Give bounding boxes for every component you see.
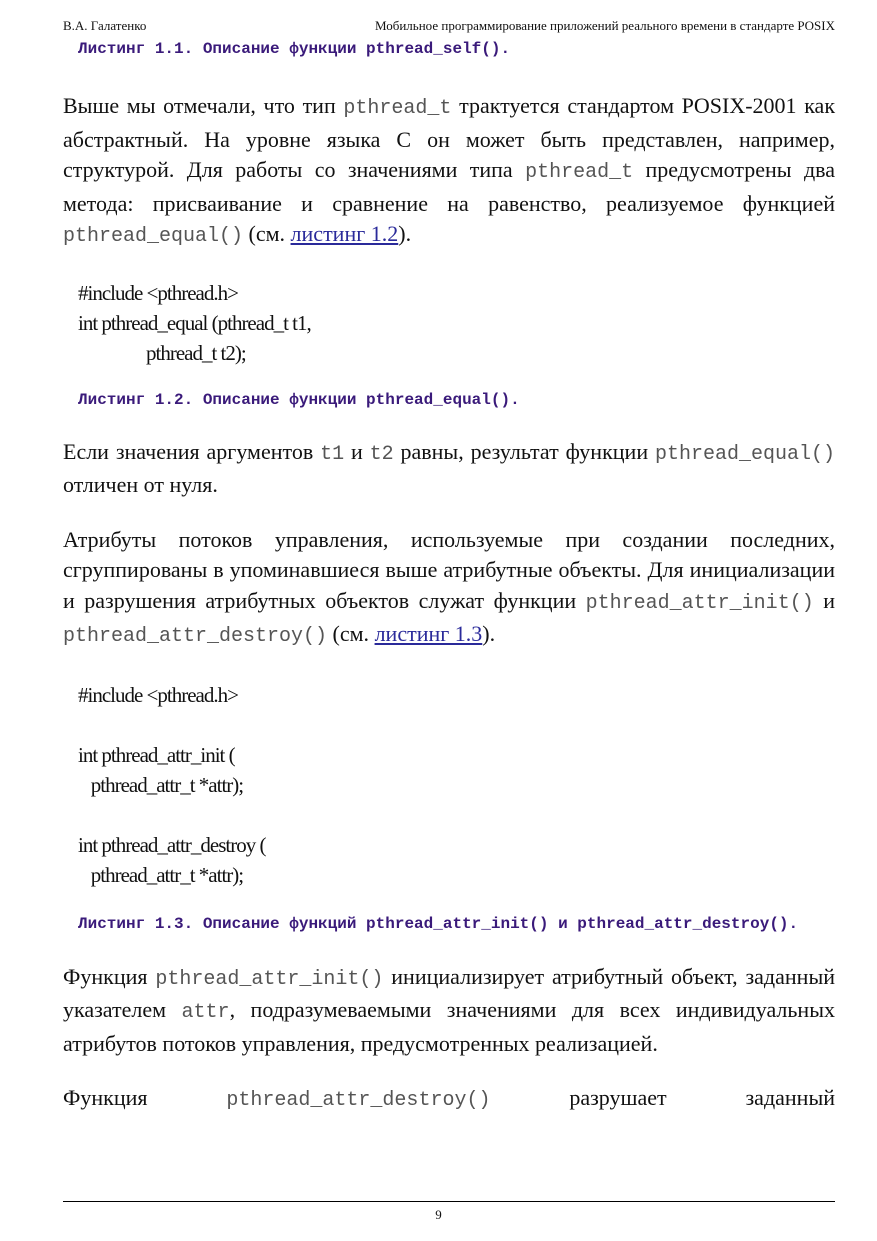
inline-code: pthread_t: [525, 161, 634, 184]
inline-code: pthread_attr_init(): [585, 591, 814, 615]
code-line: [78, 710, 835, 740]
text: и: [344, 438, 370, 464]
page-header: [63, 16, 835, 36]
code-line: int pthread_attr_destroy (: [78, 832, 266, 857]
listing-caption-1-2: Листинг 1.2. Описание функции pthread_equal().: [78, 390, 520, 409]
text: (см.: [327, 621, 375, 646]
text: и: [813, 587, 835, 613]
footer-divider: [63, 1201, 835, 1202]
text: трактуется стандартом POSIX-2001 как абстрактный. На уровне языка C он может быть представлен, например, структурой. Для работы со значениями типа: [63, 93, 836, 182]
text: Атрибуты потоков управления, используемые при создании последних, сгруппированы в упоминавшиеся выше атрибутные объекты. Для инициализации и разрушения атрибутных объектов служат функции: [63, 526, 835, 613]
text: Если значения аргументов: [63, 438, 321, 464]
text: (см.: [243, 221, 291, 246]
code-line: pthread_t t2);: [78, 340, 246, 365]
code-listing-1-3: [78, 680, 835, 890]
code-line: int pthread_attr_init (: [78, 742, 235, 767]
inline-code: pthread_attr_init(): [155, 967, 384, 991]
text: предусмотрены два метода: присваивание и сравнение на равенство, реализуемое функцией: [63, 157, 835, 216]
paragraph-thread-attributes: [63, 525, 835, 653]
listing-caption-1-3: Листинг 1.3. Описание функций pthread_attr_init() и pthread_attr_destroy().: [78, 914, 799, 933]
code-listing-1-2: [78, 278, 835, 368]
paragraph-pthread-t: [63, 91, 835, 253]
code-line: #include <pthread.h>: [78, 280, 238, 305]
code-line: pthread_attr_t *attr);: [78, 772, 244, 797]
text: Функция: [63, 1085, 227, 1110]
text: ).: [482, 621, 496, 646]
text: Выше мы отмечали, что тип: [63, 93, 344, 118]
code-line: [78, 800, 835, 830]
code-line: int pthread_equal (pthread_t t1,: [78, 310, 311, 335]
code-line: pthread_attr_t *attr);: [78, 862, 244, 887]
text: Функция: [63, 963, 156, 989]
text: ).: [398, 221, 412, 246]
inline-code: t2: [369, 442, 394, 466]
inline-code: pthread_attr_destroy(): [226, 1089, 491, 1112]
link-listing-1-2[interactable]: листинг 1.2: [290, 221, 399, 246]
text: , подразумеваемыми значениями для всех индивидуальных атрибутов потоков управления, предусмотренных реализацией.: [63, 997, 835, 1056]
inline-code: pthread_equal(): [63, 225, 244, 248]
paragraph-attr-destroy: [63, 1083, 835, 1117]
inline-code: attr: [181, 1001, 230, 1024]
text: отличен от нуля.: [63, 472, 218, 497]
code-line: #include <pthread.h>: [78, 682, 238, 707]
inline-code: pthread_t: [343, 97, 452, 120]
listing-caption-1-1: Листинг 1.1. Описание функции pthread_self().: [78, 40, 511, 58]
page-content: [63, 34, 835, 1117]
paragraph-attr-init: [63, 962, 835, 1060]
inline-code: pthread_equal(): [654, 442, 835, 466]
text: равны, результат функции: [393, 438, 655, 464]
text: разрушает заданный: [490, 1085, 835, 1110]
inline-code: t1: [320, 442, 345, 466]
inline-code: pthread_attr_destroy(): [63, 625, 328, 648]
page-number: 9: [435, 1207, 442, 1222]
paragraph-equal-result: [63, 437, 835, 501]
header-author: В.А. Галатенко: [63, 18, 147, 33]
text: инициализирует атрибутный объект, заданный указателем: [63, 963, 835, 1022]
header-title: Мобильное программирование приложений реального времени в стандарте POSIX: [375, 18, 835, 33]
link-listing-1-3[interactable]: листинг 1.3: [374, 621, 483, 646]
